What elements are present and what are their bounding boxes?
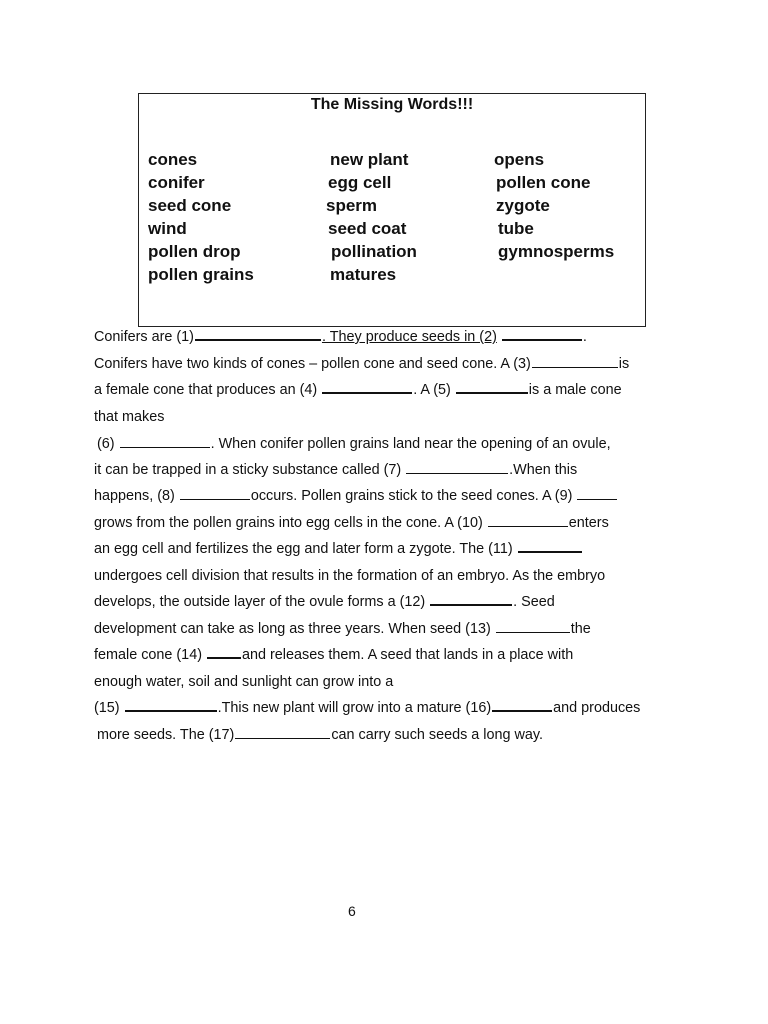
word: seed coat	[328, 219, 407, 238]
blank-12[interactable]	[430, 603, 512, 606]
page-number: 6	[348, 903, 356, 919]
passage-line: grows from the pollen grains into egg cells in the cone. A (10) enters	[94, 515, 609, 531]
word: conifer	[148, 173, 205, 192]
word: pollen grains	[148, 265, 254, 284]
blank-4[interactable]	[322, 391, 412, 394]
blank-7[interactable]	[406, 472, 508, 474]
word-box-title: The Missing Words!!!	[310, 96, 474, 113]
word: wind	[148, 219, 187, 238]
passage-line: a female cone that produces an (4) . A (5) is a male cone	[94, 382, 622, 398]
word: pollen cone	[496, 173, 591, 192]
blank-16[interactable]	[492, 709, 552, 712]
passage-line: more seeds. The (17) can carry such seeds a long way.	[97, 727, 544, 743]
passage-line: undergoes cell division that results in the formation of an embryo. As the embryo	[94, 568, 606, 584]
blank-8[interactable]	[180, 498, 250, 500]
passage-line: (15) .This new plant will grow into a mature (16) and produces	[94, 700, 641, 716]
passage-line: development can take as long as three years. When seed (13) the	[94, 621, 591, 637]
passage-line: enough water, soil and sunlight can grow into a	[94, 674, 394, 690]
blank-6[interactable]	[120, 446, 210, 448]
blank-10[interactable]	[488, 525, 568, 527]
blank-3[interactable]	[532, 366, 618, 368]
word: new plant	[330, 150, 409, 169]
passage-line: that makes	[94, 409, 165, 425]
blank-15[interactable]	[125, 709, 217, 712]
blank-9[interactable]	[577, 498, 617, 500]
word: gymnosperms	[498, 242, 615, 261]
word: sperm	[326, 196, 378, 215]
blank-14[interactable]	[207, 656, 241, 659]
blank-5[interactable]	[456, 391, 528, 394]
passage-line: female cone (14) and releases them. A seed that lands in a place with	[94, 647, 574, 663]
passage-line: Conifers have two kinds of cones – pollen cone and seed cone. A (3) is	[94, 356, 630, 372]
blank-2[interactable]	[502, 338, 582, 341]
word: opens	[494, 150, 545, 169]
passage-line: develops, the outside layer of the ovule forms a (12) . Seed	[94, 594, 555, 610]
word: pollination	[331, 242, 417, 261]
passage-line: (6) . When conifer pollen grains land near the opening of an ovule,	[97, 436, 611, 452]
blank-1[interactable]	[195, 338, 321, 341]
word: matures	[330, 265, 397, 284]
passage-line: Conifers are (1) . They produce seeds in (2) .	[94, 329, 587, 345]
blank-13[interactable]	[496, 631, 570, 633]
blank-17[interactable]	[235, 737, 330, 739]
word: seed cone	[148, 196, 232, 215]
passage-line: an egg cell and fertilizes the egg and later form a zygote. The (11)	[94, 541, 583, 557]
word: cones	[148, 150, 198, 169]
word: egg cell	[328, 173, 392, 192]
missing-words-box	[138, 93, 646, 327]
word: pollen drop	[148, 242, 241, 261]
blank-11[interactable]	[518, 550, 582, 553]
word: zygote	[496, 196, 550, 215]
word: tube	[498, 219, 534, 238]
passage-line: happens, (8) occurs. Pollen grains stick to the seed cones. A (9)	[94, 488, 618, 504]
passage-line: it can be trapped in a sticky substance called (7) .When this	[94, 462, 578, 478]
